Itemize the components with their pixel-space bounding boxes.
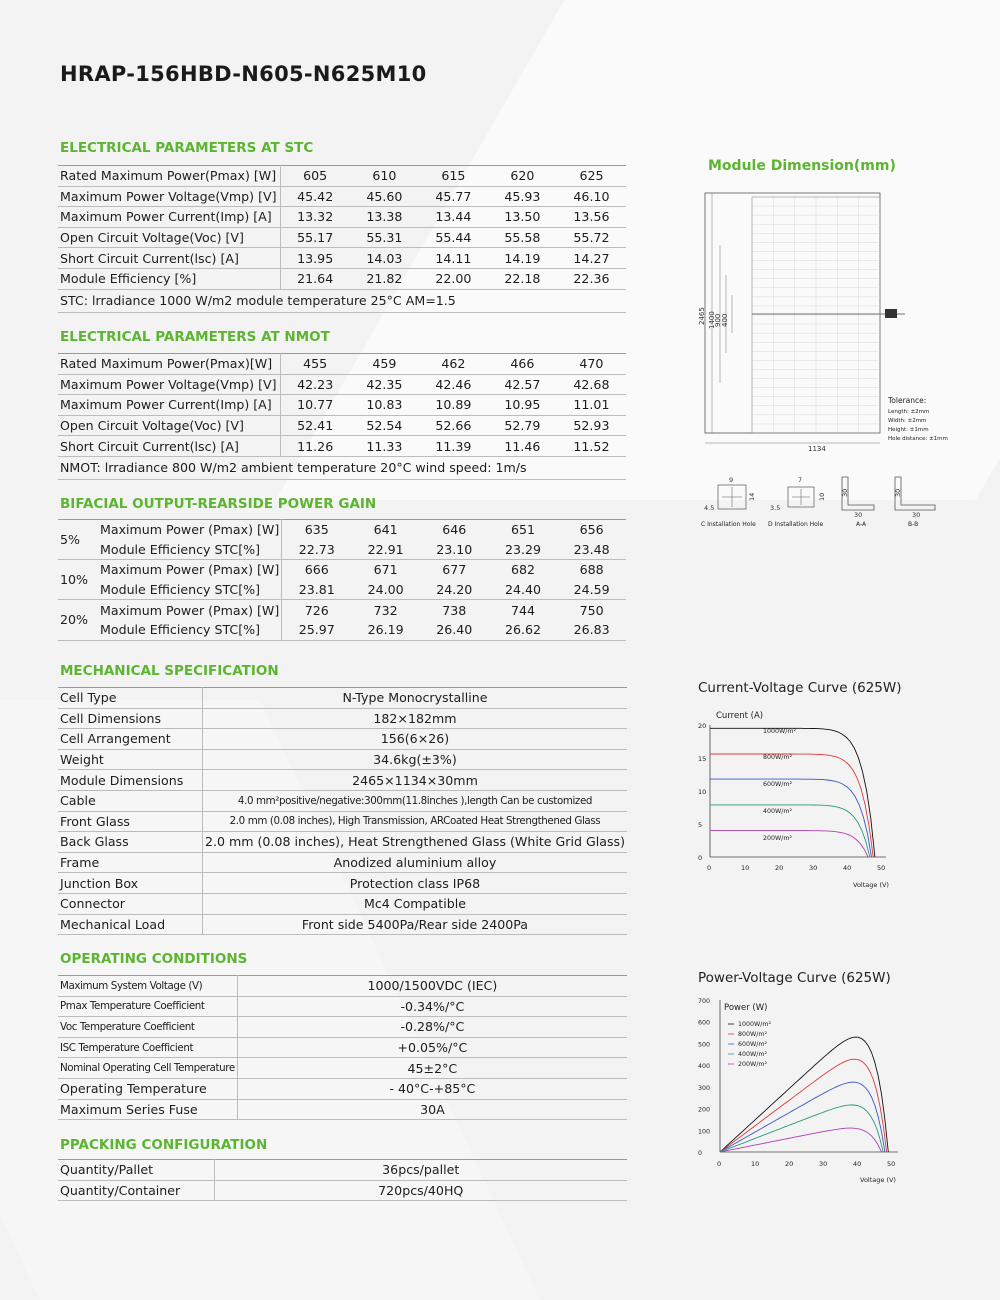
detail-c-hole [701,476,756,528]
section-b-b-dim-h: 30 [894,488,902,497]
row-label: Operating Temperature [58,1078,237,1099]
table-row [58,600,626,620]
y-tick-label: 15 [698,755,707,763]
table-note: STC: lrradiance 1000 W/m2 module temperature 25°C AM=1.5 [58,289,626,312]
cell-value: 11.01 [557,395,626,416]
cell-value: 14.11 [419,248,488,269]
row-label: Pmax Temperature Coefficient [58,996,237,1017]
cell-value: 45.60 [350,186,419,207]
row-label: Maximum Power Current(Imp) [A] [58,395,280,416]
cell-value: 615 [419,166,488,187]
series-label: 1000W/m² [763,728,797,735]
table-row [58,186,626,207]
y-axis-label: Power (W) [724,1003,768,1013]
table-row [58,790,627,811]
stc-table [58,165,626,313]
x-tick-label: 50 [877,864,886,872]
cell-value: 42.35 [350,374,419,395]
row-value: 2.0 mm (0.08 inches), Heat Strengthened Glass (White Grid Glass) [202,832,627,853]
table-row [58,580,626,600]
x-tick-label: 0 [707,864,712,872]
row-label: Module Efficiency STC[%] [98,580,282,600]
table-row [58,708,627,729]
legend-label: 600W/m² [738,1041,768,1048]
row-label: Junction Box [58,873,202,894]
row-value: 2465×1134×30mm [202,770,627,791]
cell-value: 21.64 [280,268,350,289]
cell-value: 14.03 [350,248,419,269]
table-row [58,395,626,416]
cell-value: 11.26 [280,436,350,457]
section-a-a-label: A-A [856,521,867,528]
series-curve [720,1082,885,1152]
gain-label: 10% [58,560,98,600]
table-row [58,976,627,997]
series-curve [710,779,872,857]
cell-value: 651 [489,520,558,540]
cell-value: 671 [373,562,398,578]
row-value: 156(6×26) [202,729,627,750]
table-row [58,1037,627,1058]
row-value: Anodized aluminium alloy [202,852,627,873]
table-row [58,770,627,791]
row-label: Cable [58,790,202,811]
cell-value: 10.95 [488,395,557,416]
cell-value: 55.31 [350,227,419,248]
row-value: 36pcs/pallet [214,1160,627,1181]
row-value: 45±2°C [237,1058,627,1079]
cell-value: 11.39 [419,436,488,457]
tolerance-height: Height: ±1mm [888,427,929,433]
cell-value: 52.54 [350,415,419,436]
table-row [58,996,627,1017]
row-label: Maximum Power (Pmax) [W] [98,560,282,580]
section-b-b-label: B-B [908,521,919,528]
cell-value: 55.58 [488,227,557,248]
row-label: Maximum Power Voltage(Vmp) [V] [58,186,280,207]
table-row [58,873,627,894]
cell-value: 688 [579,562,604,578]
table-row [58,415,626,436]
cell-value: 22.18 [488,268,557,289]
cell-value: 13.56 [557,207,626,228]
legend-label: 800W/m² [738,1031,768,1038]
detail-d-dim-3-5: 3.5 [770,504,781,512]
cell-value: 466 [488,354,557,375]
packing-table [58,1159,627,1201]
cell-value: 45.42 [280,186,350,207]
cell-value: 55.17 [280,227,350,248]
row-value: +0.05%/°C [237,1037,627,1058]
y-tick-label: 20 [698,722,707,730]
row-label: Maximum System Voltage (V) [58,976,237,997]
cell-value: 24.20 [420,580,489,600]
cell-value: 726 [304,602,329,618]
table-row [58,289,626,312]
row-label: Weight [58,749,202,770]
height-1400-label: 1400 [708,311,716,329]
height-2465-label: 2465 [698,307,706,325]
row-value: 30A [237,1099,627,1120]
x-tick-label: 10 [741,864,750,872]
width-label: 1134 [808,445,826,453]
dimension-heading: Module Dimension(mm) [708,158,896,174]
cell-value: 52.41 [280,415,350,436]
table-row [58,436,626,457]
cell-value: 25.97 [282,620,352,640]
table-row [58,893,627,914]
cell-value: 46.10 [557,186,626,207]
row-label: Rated Maximum Power(Pmax)[W] [58,354,280,375]
row-label: Nominal Operating Cell Temperature [58,1058,237,1079]
y-tick-label: 0 [698,854,703,862]
cell-value: 55.72 [557,227,626,248]
legend-label: 200W/m² [738,1061,768,1068]
table-row [58,1078,627,1099]
cell-value: 23.81 [282,580,352,600]
iv-chart-title: Current-Voltage Curve (625W) [698,680,902,696]
cell-value: 26.62 [489,620,558,640]
height-900-label: 900 [714,313,722,327]
cell-value: 42.23 [280,374,350,395]
row-value: 2.0 mm (0.08 inches), High Transmission, ARCoated Heat Strengthened Glass [202,811,627,832]
cell-value: 635 [282,520,352,540]
row-value: - 40°C-+85°C [237,1078,627,1099]
row-label: Short Circuit Current(lsc) [A] [58,436,280,457]
series-label: 600W/m² [763,781,793,788]
table-row [58,354,626,375]
row-value: 1000/1500VDC (IEC) [237,976,627,997]
operating-table [58,975,627,1120]
page-title: HRAP-156HBD-N605-N625M10 [60,62,427,86]
mechanical-table [58,687,627,935]
module-dimension-drawing [690,185,970,535]
x-tick-label: 0 [717,1160,722,1168]
cell-value: 605 [280,166,350,187]
cell-value: 13.95 [280,248,350,269]
cell-value: 55.44 [419,227,488,248]
nmot-heading: ELECTRICAL PARAMETERS AT NMOT [60,329,330,345]
row-label: Maximum Power (Pmax) [W] [98,600,282,620]
y-tick-label: 10 [698,788,707,796]
cell-value: 22.00 [419,268,488,289]
row-label: Short Circuit Current(lsc) [A] [58,248,280,269]
tolerance-hole-distance: Hole distance: ±1mm [888,436,948,442]
table-row [58,207,626,228]
cell-value: 42.68 [557,374,626,395]
cell-value: 13.50 [488,207,557,228]
y-tick-label: 0 [698,1150,703,1157]
table-row [58,1099,627,1120]
nmot-table [58,353,626,480]
cell-value: 11.52 [557,436,626,457]
tolerance-length: Length: ±2mm [888,409,930,415]
operating-heading: OPERATING CONDITIONS [60,951,248,967]
section-a-a-dim-w: 30 [854,511,863,519]
cell-value: 666 [304,562,329,578]
y-tick-label: 200 [698,1106,711,1114]
section-b-b-dim-w: 30 [912,511,921,519]
cell-value: 45.93 [488,186,557,207]
cell-value: 14.27 [557,248,626,269]
height-400-label: 400 [721,313,729,327]
cell-value: 10.89 [419,395,488,416]
cell-value: 26.19 [351,620,420,640]
cell-value: 52.66 [419,415,488,436]
x-tick-label: 10 [751,1160,760,1168]
row-value: -0.34%/°C [237,996,627,1017]
y-tick-label: 300 [698,1084,711,1092]
y-tick-label: 500 [698,1041,711,1049]
x-tick-label: 20 [785,1160,794,1168]
row-label: Back Glass [58,832,202,853]
table-row [58,227,626,248]
cell-value: 462 [419,354,488,375]
detail-c-dim-4-5: 4.5 [704,504,715,512]
table-row [58,620,626,640]
y-tick-label: 600 [698,1019,711,1027]
cell-value: 52.93 [557,415,626,436]
pv-chart [690,992,910,1187]
cell-value: 470 [557,354,626,375]
row-label: Maximum Power (Pmax) [W] [98,520,282,540]
row-label: Module Efficiency STC[%] [98,620,282,640]
y-tick-label: 700 [698,998,711,1005]
cell-value: 641 [351,520,420,540]
table-row [58,1160,627,1181]
row-label: Cell Type [58,688,202,709]
y-tick-label: 100 [698,1128,711,1136]
row-label: Module Efficiency STC[%] [98,540,282,560]
row-label: Cell Dimensions [58,708,202,729]
cell-value: 10.83 [350,395,419,416]
row-label: Quantity/Container [58,1180,214,1201]
gain-label: 20% [58,600,98,640]
cell-value: 744 [510,602,535,618]
cell-value: 13.38 [350,207,419,228]
cell-value: 42.46 [419,374,488,395]
row-label: Module Dimensions [58,770,202,791]
table-row [58,540,626,560]
cell-value: 42.57 [488,374,557,395]
table-row [58,811,627,832]
cell-value: 11.33 [350,436,419,457]
cell-value: 738 [442,602,467,618]
y-tick-label: 5 [698,821,703,829]
series-curve [720,1128,882,1152]
row-label: Open Circuit Voltage(Voc) [V] [58,415,280,436]
row-label: Module Efficiency [%] [58,268,280,289]
table-row [58,688,627,709]
cell-value: 459 [350,354,419,375]
cell-value: 732 [373,602,398,618]
cell-value: 13.44 [419,207,488,228]
tolerance-title: Tolerance: [888,396,927,405]
detail-d-hole [768,476,826,528]
row-label: Maximum Series Fuse [58,1099,237,1120]
cell-value: 11.46 [488,436,557,457]
row-value: Mc4 Compatible [202,893,627,914]
pv-chart-title: Power-Voltage Curve (625W) [698,970,891,986]
cell-value: 646 [420,520,489,540]
cell-value: 52.79 [488,415,557,436]
cell-value: 682 [510,562,535,578]
cell-value: 656 [557,520,626,540]
packing-heading: PPACKING CONFIGURATION [60,1137,268,1153]
detail-d-label: D Installation Hole [768,521,824,528]
table-row [58,520,626,540]
table-row [58,456,626,479]
cell-value: 26.83 [557,620,626,640]
table-row [58,268,626,289]
cell-value: 620 [488,166,557,187]
cell-value: 610 [350,166,419,187]
row-label: Open Circuit Voltage(Voc) [V] [58,227,280,248]
section-a-a [841,477,874,528]
series-label: 400W/m² [763,808,793,815]
detail-d-dim-10: 10 [818,492,826,501]
cell-value: 23.29 [489,540,558,560]
row-value: N-Type Monocrystalline [202,688,627,709]
row-label: Connector [58,893,202,914]
cell-value: 22.73 [282,540,352,560]
table-row [58,166,626,187]
row-label: Maximum Power Voltage(Vmp) [V] [58,374,280,395]
row-label: Quantity/Pallet [58,1160,214,1181]
cell-value: 21.82 [350,268,419,289]
row-label: Cell Arrangement [58,729,202,750]
section-b-b [894,477,935,528]
row-label: Rated Maximum Power(Pmax) [W] [58,166,280,187]
cell-value: 22.91 [351,540,420,560]
detail-d-dim-7: 7 [798,476,803,484]
row-value: 182×182mm [202,708,627,729]
table-row [58,852,627,873]
cell-value: 10.77 [280,395,350,416]
row-value: Front side 5400Pa/Rear side 2400Pa [202,914,627,935]
gain-label: 5% [58,520,98,560]
x-tick-label: 20 [775,864,784,872]
cell-value: 26.40 [420,620,489,640]
row-value: Protection class IP68 [202,873,627,894]
mechanical-heading: MECHANICAL SPECIFICATION [60,663,279,679]
cell-value: 677 [442,562,467,578]
detail-c-dim-9: 9 [729,476,734,484]
row-label: Maximum Power Current(Imp) [A] [58,207,280,228]
table-row [58,248,626,269]
table-row [58,1058,627,1079]
table-note: NMOT: lrradiance 800 W/m2 ambient temperature 20°C wind speed: 1m/s [58,456,626,479]
detail-c-dim-14: 14 [748,492,756,501]
x-axis-label: Voltage (V) [853,881,889,889]
row-value: 4.0 mm²positive/negative:300mm(11.8inches ),length Can be customized [202,790,627,811]
cell-value: 45.77 [419,186,488,207]
x-axis-label: Voltage (V) [860,1176,896,1184]
table-row [58,749,627,770]
table-row [58,729,627,750]
table-row [58,1180,627,1201]
cell-value: 455 [280,354,350,375]
series-curve [710,728,875,857]
cell-value: 23.48 [557,540,626,560]
detail-c-label: C Installation Hole [701,521,756,528]
table-row [58,1017,627,1038]
row-value: -0.28%/°C [237,1017,627,1038]
x-tick-label: 50 [887,1160,896,1168]
cell-value: 625 [557,166,626,187]
cell-value: 24.40 [489,580,558,600]
x-tick-label: 40 [843,864,852,872]
table-row [58,374,626,395]
cell-value: 22.36 [557,268,626,289]
stc-heading: ELECTRICAL PARAMETERS AT STC [60,140,314,156]
table-row [58,914,627,935]
table-row [58,560,626,580]
x-tick-label: 30 [809,864,818,872]
series-label: 200W/m² [763,835,793,842]
row-label: ISC Temperature Coefficient [58,1037,237,1058]
bifacial-heading: BIFACIAL OUTPUT-REARSIDE POWER GAIN [60,496,377,512]
cell-value: 23.10 [420,540,489,560]
tolerance-width: Width: ±2mm [888,418,927,424]
cell-value: 24.00 [351,580,420,600]
row-label: Voc Temperature Coefficient [58,1017,237,1038]
cell-value: 13.32 [280,207,350,228]
legend-label: 1000W/m² [738,1021,772,1028]
row-label: Frame [58,852,202,873]
iv-chart [690,702,910,894]
x-tick-label: 30 [819,1160,828,1168]
row-label: Mechanical Load [58,914,202,935]
y-axis-label: Current (A) [716,711,764,721]
section-a-a-dim-h: 30 [841,488,849,497]
series-label: 800W/m² [763,754,793,761]
legend-label: 400W/m² [738,1051,768,1058]
cell-value: 24.59 [557,580,626,600]
row-label: Front Glass [58,811,202,832]
bifacial-table [58,519,626,641]
row-value: 34.6kg(±3%) [202,749,627,770]
row-value: 720pcs/40HQ [214,1180,627,1201]
cell-value: 14.19 [488,248,557,269]
cell-value: 750 [579,602,604,618]
table-row [58,832,627,853]
x-tick-label: 40 [853,1160,862,1168]
y-tick-label: 400 [698,1063,711,1071]
